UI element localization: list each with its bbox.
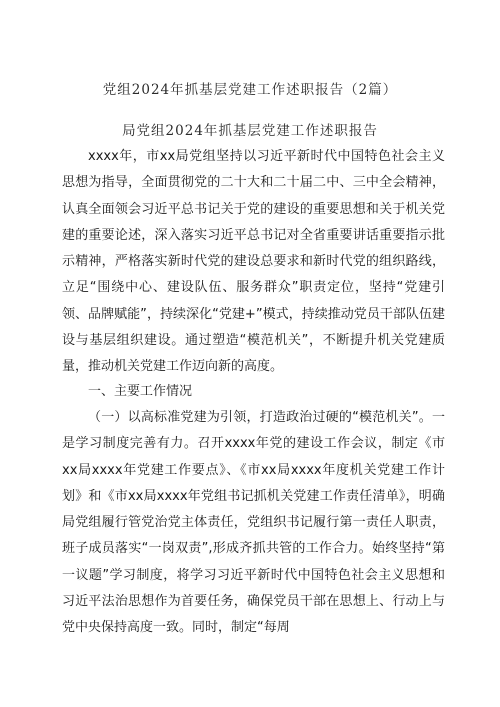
intro-paragraph: xxxx年，市xx局党组坚持以习近平新时代中国特色社会主义思想为指导，全面贯彻党的二十大和二十届二中、三中全会精神，认真全面领会习近平总书记关于党的建设的重要思想和关于机关党建的重要论述，深入落实习近平总书记对全省重要讲话重要指示批示精神，严格落实新时代党的建设总要求和新时代党的组织路线，立足“围绕中心、建设队伍、服务群众”职责定位，坚持“党建引领、品牌赋能”，持续深化“党建+”模式，持续推动党员干部队伍建设与基层组织建设。通过塑造“模范机关”，不断提升机关党建质量，推动机关党建工作迈向新的高度。 [62, 149, 445, 375]
report-subtitle: 局党组2024年抓基层党建工作述职报告 [122, 123, 378, 139]
section-heading: 一、主要工作情况 [88, 384, 193, 399]
document-title: 党组2024年抓基层党建工作述职报告（2篇） [102, 82, 398, 98]
section-paragraph: （一）以高标准党建为引领，打造政治过硬的“模范机关”。一是学习制度完善有力。召开xxxx年党的建设工作会议，制定《市xx局xxxx年党建工作要点》、《市xx局xxxx年度机关党建工作计划》和《市xx局xxxx年党组书记抓机关党建工作责任清单》，明确局党组履行管党治党主体责任，党组织书记履行第一责任人职责，班子成员落实“一岗双责”,形成齐抓共管的工作合力。始终坚持“第一议题”学习制度，将学习习近平新时代中国特色社会主义思想和习近平法治思想作为首要任务，确保党员干部在思想上、行动上与党中央保持高度一致。同时，制定“每周 [62, 410, 445, 636]
